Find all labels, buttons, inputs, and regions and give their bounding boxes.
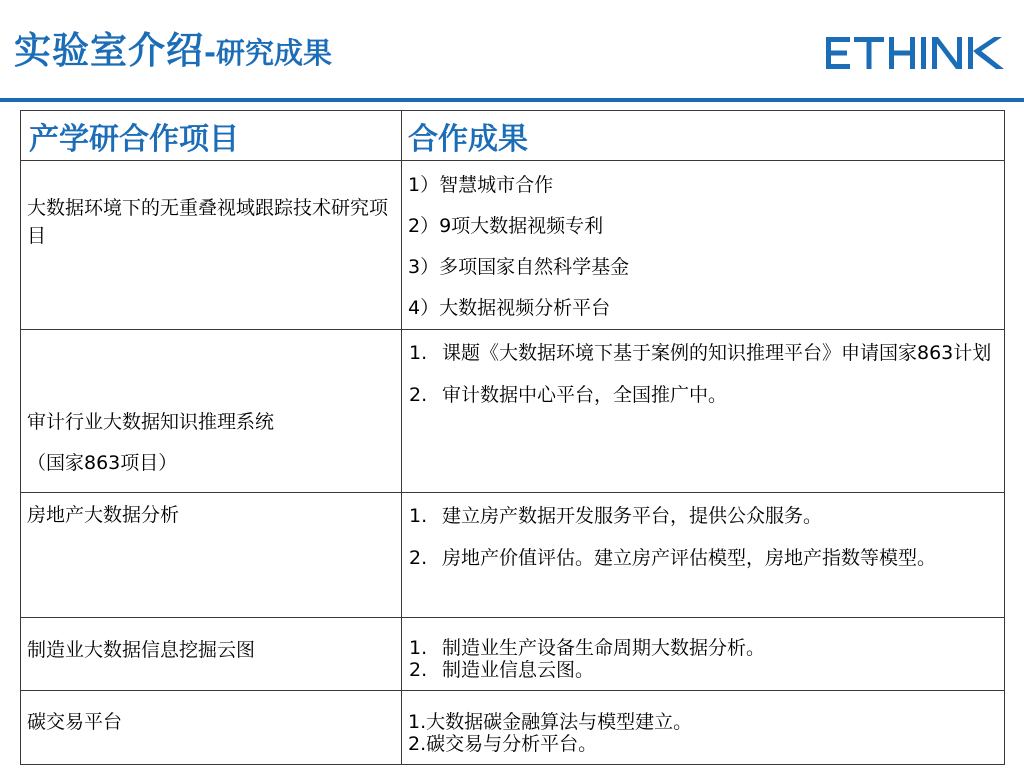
results-cell <box>402 691 1005 765</box>
results-list <box>402 161 1004 329</box>
page-title-main: 实验室介绍 <box>14 29 204 72</box>
ethink-logo <box>826 34 1006 74</box>
list-item: 2）9项大数据视频专利 <box>408 215 604 237</box>
list-item <box>402 332 1004 374</box>
item-text: 建立房产数据开发服务平台，提供公众服务。 <box>442 505 823 527</box>
col2-header: 合作成果 <box>402 111 1005 161</box>
project-cell <box>21 330 402 493</box>
table-row <box>21 691 1005 765</box>
list-item: 2.碳交易与分析平台。 <box>408 733 598 755</box>
results-cell <box>402 161 1005 330</box>
results-table <box>20 110 1005 765</box>
header-divider <box>0 98 1024 102</box>
item-number: 1. <box>409 637 428 659</box>
item-text: 课题《大数据环境下基于案例的知识推理平台》申请国家863计划 <box>442 342 992 364</box>
project-subtitle: （国家863项目） <box>27 452 178 474</box>
project-name: 碳交易平台 <box>27 711 123 733</box>
item-text: 制造业信息云图。 <box>442 659 595 681</box>
item-number: 1. <box>409 505 428 527</box>
item-number: 2. <box>409 384 428 406</box>
results-list <box>402 330 1004 416</box>
results-list <box>402 618 1004 681</box>
project-cell <box>21 618 402 691</box>
results-list <box>402 691 1004 755</box>
results-cell <box>402 618 1005 691</box>
item-text: 房地产价值评估。建立房产评估模型，房地产指数等模型。 <box>442 547 937 569</box>
project-name: 大数据环境下的无重叠视域跟踪技术研究项目 <box>27 197 389 247</box>
table-row <box>21 161 1005 330</box>
list-item: 1）智慧城市合作 <box>408 174 554 196</box>
list-item <box>402 637 1004 659</box>
col1-header: 产学研合作项目 <box>21 111 402 161</box>
list-item <box>402 495 1004 537</box>
list-item <box>402 659 1004 681</box>
project-cell <box>21 493 402 618</box>
item-text: 制造业生产设备生命周期大数据分析。 <box>442 637 766 659</box>
list-item: 3）多项国家自然科学基金 <box>408 256 630 278</box>
project-cell <box>21 161 402 330</box>
results-cell <box>402 493 1005 618</box>
page-title <box>14 20 332 74</box>
table-header-row <box>21 111 1005 161</box>
list-item <box>402 537 1004 579</box>
results-cell <box>402 330 1005 493</box>
item-number: 2. <box>409 547 428 569</box>
table-row <box>21 330 1005 493</box>
project-cell <box>21 691 402 765</box>
list-item: 1.大数据碳金融算法与模型建立。 <box>408 711 693 733</box>
item-number: 2. <box>409 659 428 681</box>
project-name: 审计行业大数据知识推理系统 <box>27 411 275 433</box>
item-text: 审计数据中心平台，全国推广中。 <box>442 384 728 406</box>
table-row <box>21 618 1005 691</box>
project-name-block <box>21 330 401 484</box>
results-list <box>402 493 1004 579</box>
list-item <box>402 374 1004 416</box>
project-name: 房地产大数据分析 <box>27 504 180 526</box>
item-number: 1. <box>409 342 428 364</box>
list-item: 4）大数据视频分析平台 <box>408 297 611 319</box>
table-row <box>21 493 1005 618</box>
page-title-sub: -研究成果 <box>204 36 333 70</box>
project-name: 制造业大数据信息挖掘云图 <box>27 639 256 661</box>
